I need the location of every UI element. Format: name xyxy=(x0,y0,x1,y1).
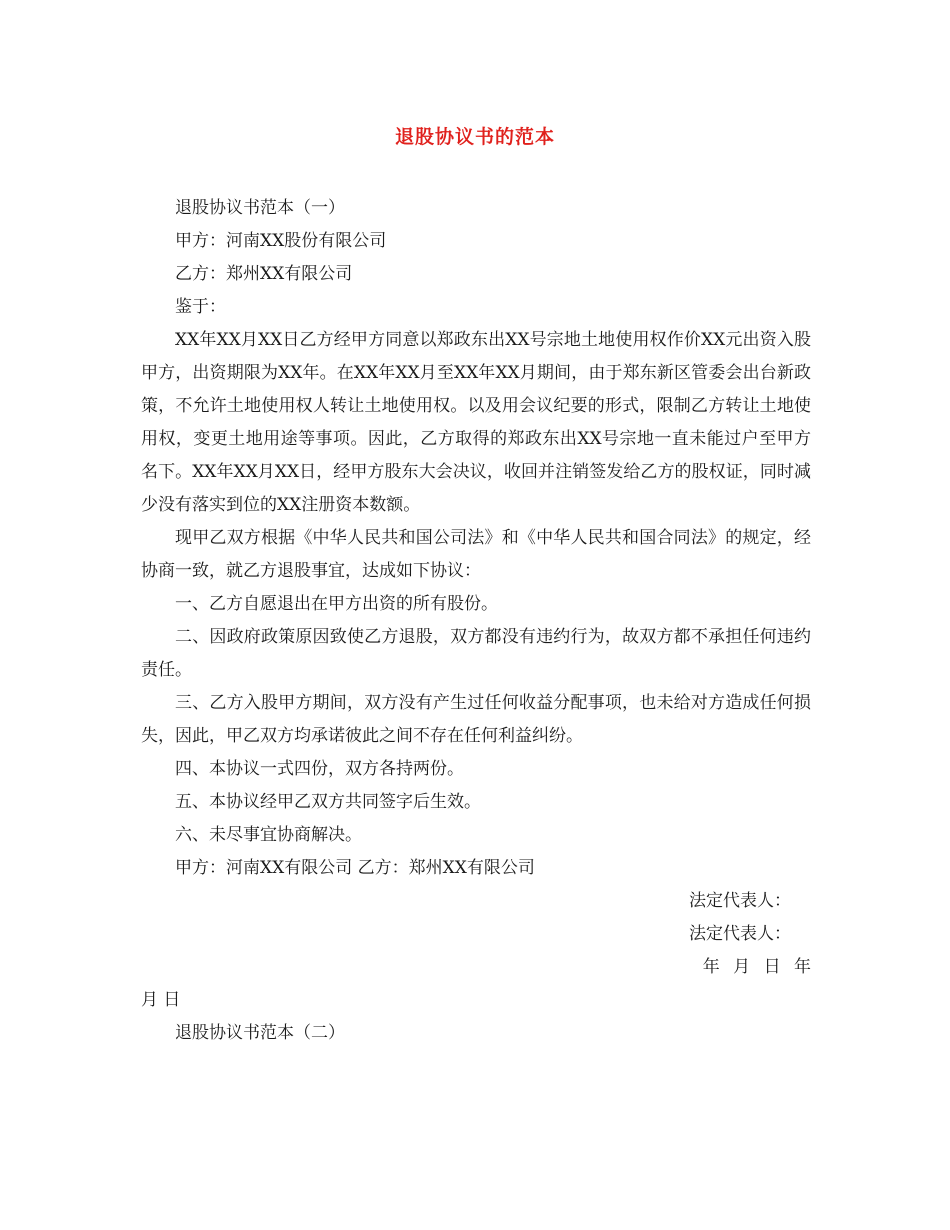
document-title: 退股协议书的范本 xyxy=(394,126,555,148)
legal-representative-line-1: 法定代表人： xyxy=(689,891,791,911)
date-line-continued: 月 日 xyxy=(141,990,181,1010)
section-heading-1: 退股协议书范本（一） xyxy=(175,198,345,218)
clause-1: 一、乙方自愿退出在甲方出资的所有股份。 xyxy=(175,594,498,614)
document-body xyxy=(141,192,811,1050)
background-paragraph: XX年XX月XX日乙方经甲方同意以郑政东出XX号宗地土地使用权作价XX元出资入股甲方，出资期限为XX年。在XX年XX月至XX年XX月期间，由于郑东新区管委会出台新政策，不允许土地使用权人转让土地使用权。以及用会议纪要的形式，限制乙方转让土地使用权，变更土地用途等事项。因此，乙方取得的郑政东出XX号宗地一直未能过户至甲方名下。XX年XX月XX日，经甲方股东大会决议，收回并注销签发给乙方的股权证，同时减少没有落实到位的XX注册资本数额。 xyxy=(141,330,811,515)
signature-parties-line: 甲方：河南XX有限公司 乙方：郑州XX有限公司 xyxy=(175,858,535,878)
party-a-line: 甲方：河南XX股份有限公司 xyxy=(175,231,387,251)
clause-4: 四、本协议一式四份，双方各持两份。 xyxy=(175,759,464,779)
whereas-label: 鉴于： xyxy=(175,297,226,317)
section-heading-2: 退股协议书范本（二） xyxy=(175,1023,345,1043)
clause-5: 五、本协议经甲乙双方共同签字后生效。 xyxy=(175,792,481,812)
clause-3: 三、乙方入股甲方期间，双方没有产生过任何收益分配事项，也未给对方造成任何损失，因此，甲乙双方均承诺彼此之间不存在任何利益纠纷。 xyxy=(141,693,811,746)
party-b-line: 乙方：郑州XX有限公司 xyxy=(175,264,353,284)
date-line: 年 月 日 年 xyxy=(702,957,811,977)
legal-representative-line-2: 法定代表人： xyxy=(689,924,791,944)
agreement-intro-paragraph: 现甲乙双方根据《中华人民共和国公司法》和《中华人民共和国合同法》的规定，经协商一致，就乙方退股事宜，达成如下协议： xyxy=(141,528,811,581)
clause-2: 二、因政府政策原因致使乙方退股，双方都没有违约行为，故双方都不承担任何违约责任。 xyxy=(141,627,811,680)
clause-6: 六、未尽事宜协商解决。 xyxy=(175,825,362,845)
